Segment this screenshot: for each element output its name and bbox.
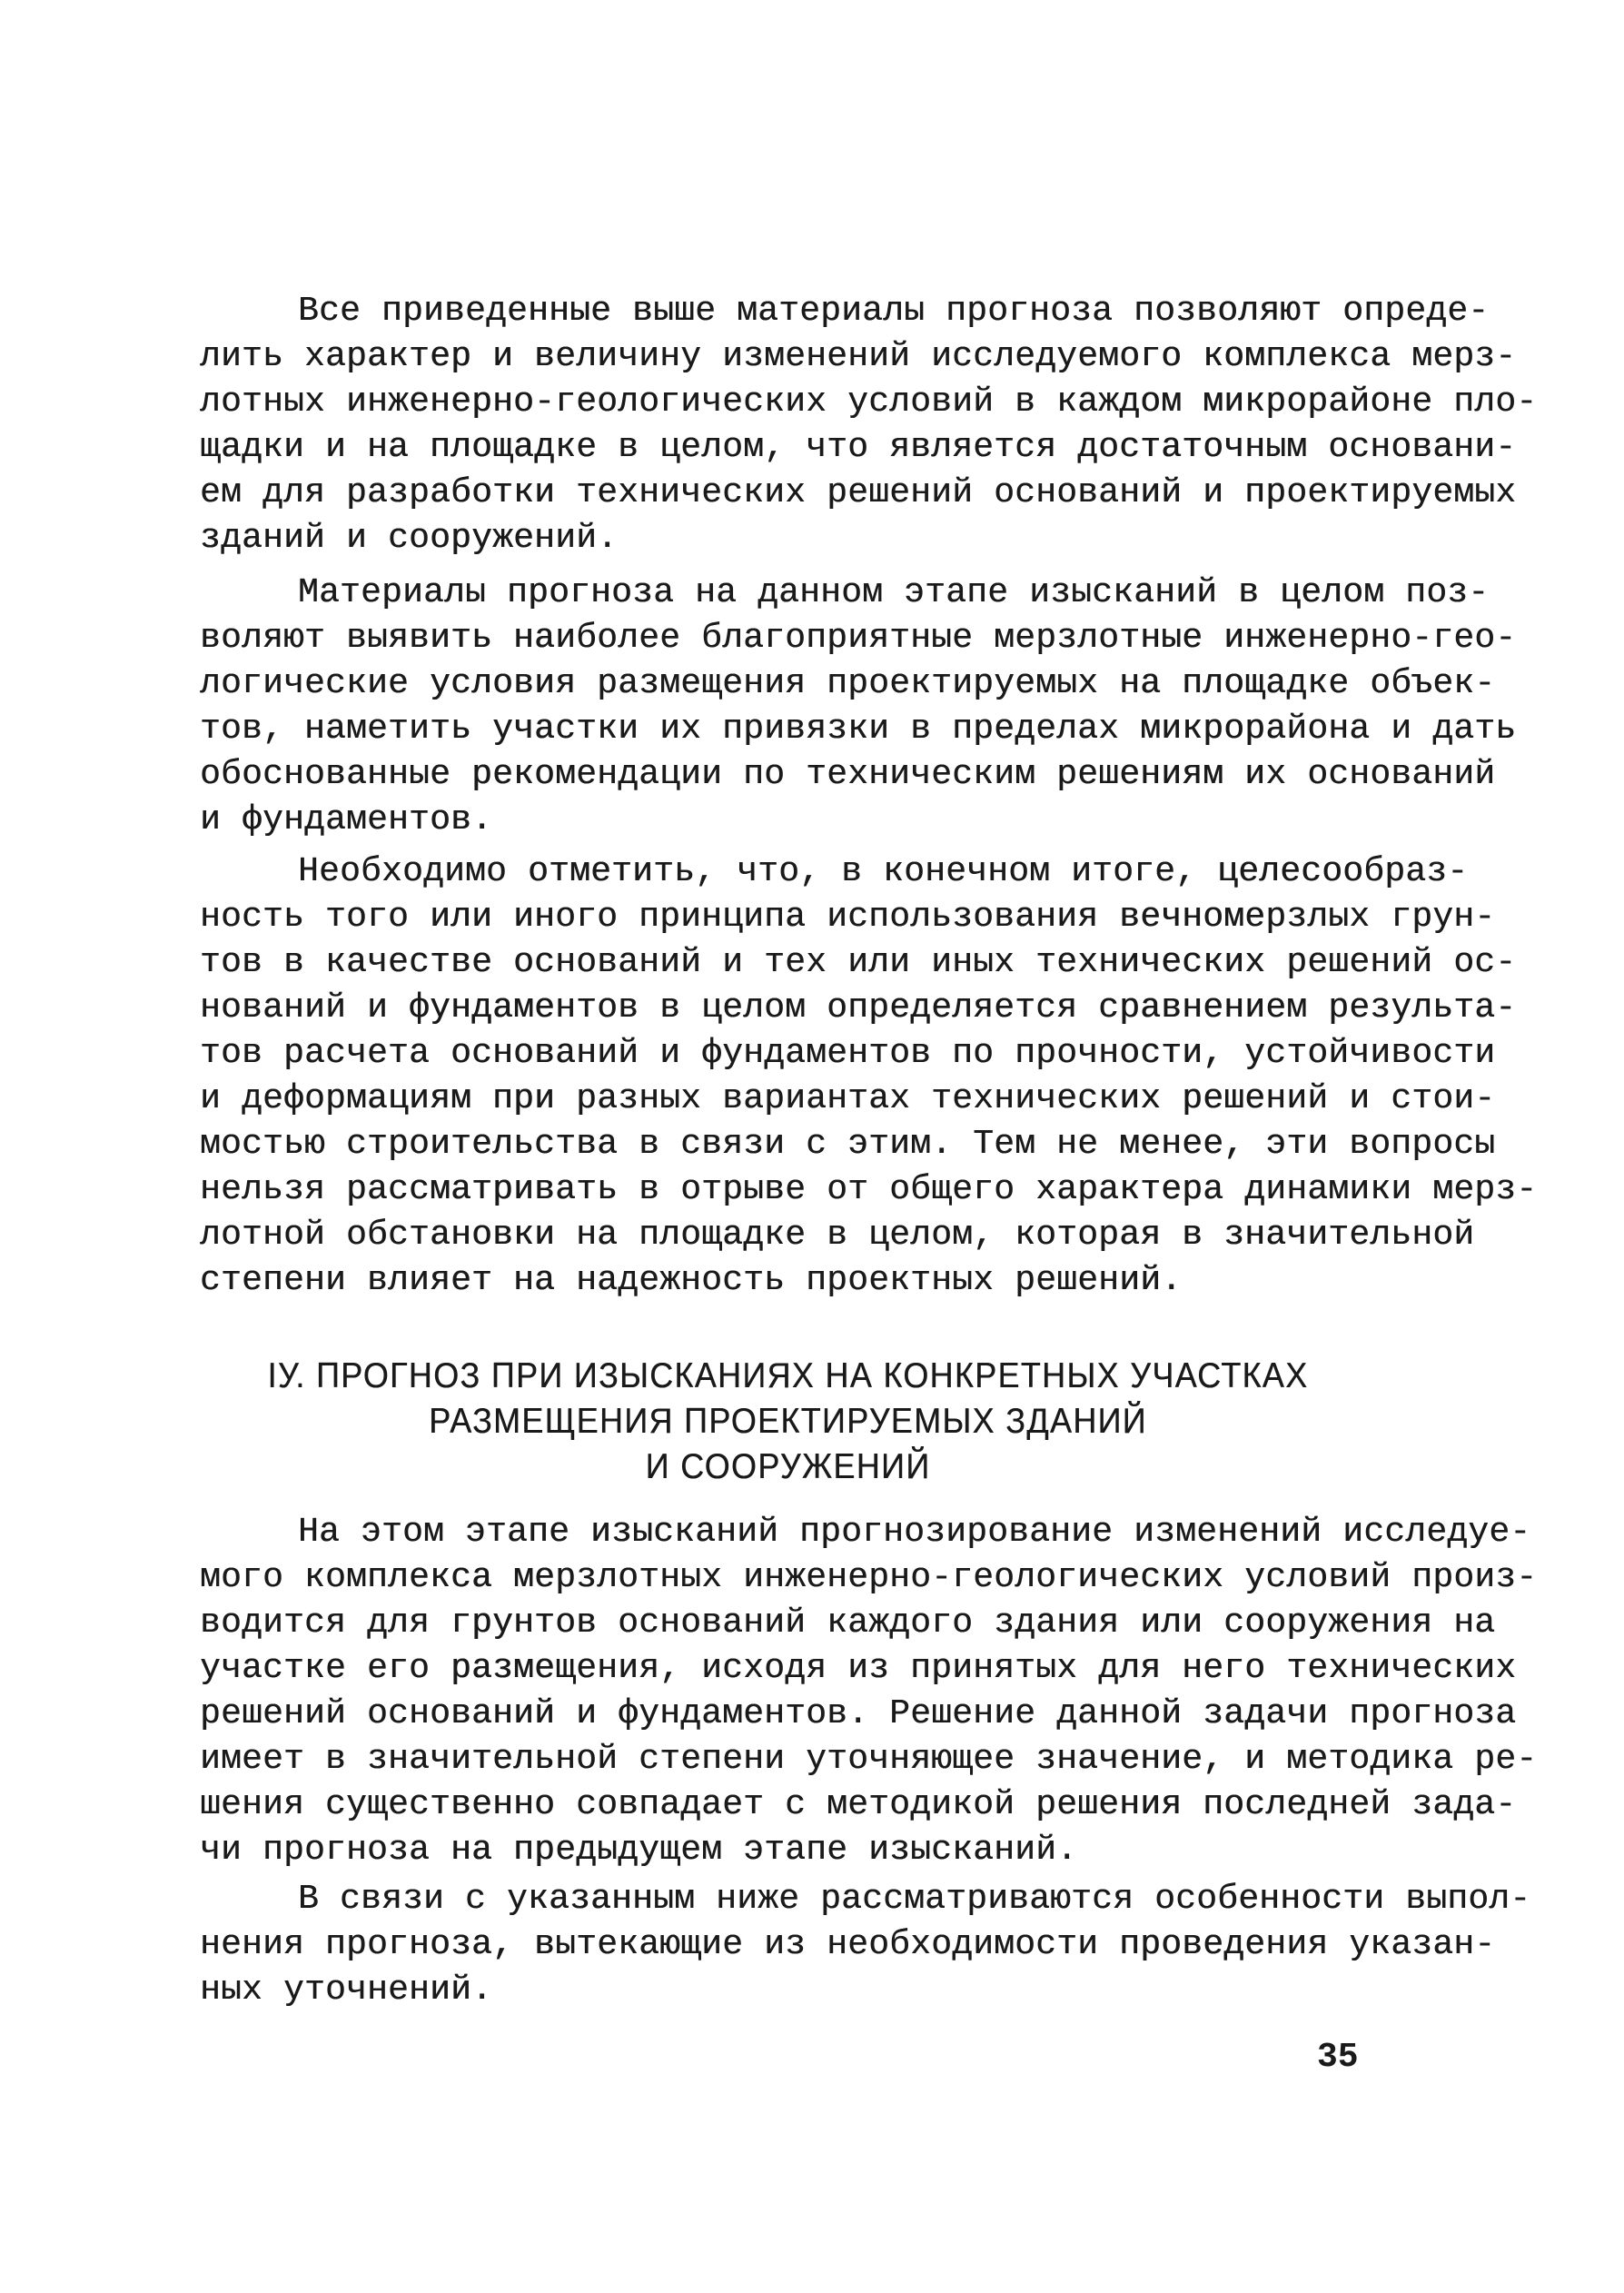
text-line: мостью строительства в связи с этим. Тем не менее, эти вопросы (200, 1125, 1496, 1164)
text-line: зданий и сооружений. (200, 519, 619, 558)
text-line: тов, наметить участки их привязки в пределах микрорайона и дать (200, 710, 1517, 749)
text-line: В связи с указанным ниже рассматриваются особенности выпол- (298, 1880, 1531, 1919)
paragraph-4 (200, 1510, 1538, 1873)
text-line: ных уточнений. (200, 1970, 493, 2010)
text-line: нения прогноза, вытекающие из необходимости проведения указан- (200, 1925, 1496, 1964)
text-line: обоснованные рекомендации по техническим решениям их оснований (200, 755, 1496, 794)
text-line: нований и фундаментов в целом определяется сравнением результа- (200, 988, 1517, 1027)
paragraph-3 (200, 849, 1538, 1304)
page-number: 35 (1317, 2038, 1359, 2077)
text-line: и фундаментов. (200, 800, 493, 839)
text-line: имеет в значительной степени уточняющее значение, и методика ре- (200, 1740, 1538, 1779)
text-line: участке его размещения, исходя из принятых для него технических (200, 1649, 1517, 1688)
text-line: лотной обстановки на площадке в целом, которая в значительной (200, 1216, 1475, 1255)
text-line: щадки и на площадке в целом, что является достаточным основани- (200, 428, 1517, 467)
text-line: На этом этапе изысканий прогнозирование изменений исследуе- (298, 1513, 1531, 1552)
section-heading (200, 1354, 1376, 1490)
text-line: мого комплекса мерзлотных инженерно-геологических условий произ- (200, 1558, 1538, 1597)
text-line: шения существенно совпадает с методикой решения последней зада- (200, 1785, 1517, 1824)
heading-line: ІУ. ПРОГНОЗ ПРИ ИЗЫСКАНИЯХ НА КОНКРЕТНЫХ УЧАСТКАХ (267, 1356, 1309, 1395)
text-line: Все приведенные выше материалы прогноза позволяют опреде- (298, 292, 1490, 331)
text-line: Необходимо отметить, что, в конечном итоге, целесообраз- (298, 852, 1469, 891)
text-line: лить характер и величину изменений исследуемого комплекса мерз- (200, 337, 1517, 376)
text-line: лотных инженерно-геологических условий в каждом микрорайоне пло- (200, 382, 1538, 422)
text-line: ность того или иного принципа использования вечномерзлых грун- (200, 898, 1496, 937)
text-line: степени влияет на надежность проектных решений. (200, 1261, 1183, 1300)
text-line: решений оснований и фундаментов. Решение данной задачи прогноза (200, 1694, 1517, 1733)
text-line: чи прогноза на предыдущем этапе изысканий. (200, 1831, 1078, 1870)
heading-line: И СООРУЖЕНИЙ (645, 1447, 931, 1486)
text-line: логические условия размещения проектируемых на площадке объек- (200, 664, 1496, 703)
text-line: воляют выявить наиболее благоприятные мерзлотные инженерно-гео- (200, 619, 1517, 658)
heading-line: РАЗМЕЩЕНИЯ ПРОЕКТИРУЕМЫХ ЗДАНИЙ (429, 1402, 1147, 1441)
text-line: водится для грунтов оснований каждого здания или сооружения на (200, 1603, 1496, 1643)
text-line: ем для разработки технических решений оснований и проектируемых (200, 473, 1517, 512)
paragraph-2 (200, 571, 1517, 843)
text-line: нельзя рассматривать в отрыве от общего характера динамики мерз- (200, 1170, 1538, 1209)
text-line: тов в качестве оснований и тех или иных технических решений ос- (200, 943, 1517, 982)
text-line: и деформациям при разных вариантах технических решений и стои- (200, 1079, 1496, 1118)
paragraph-1 (200, 289, 1538, 561)
paragraph-5 (200, 1877, 1531, 2013)
text-line: Материалы прогноза на данном этапе изысканий в целом поз- (298, 573, 1490, 612)
text-line: тов расчета оснований и фундаментов по прочности, устойчивости (200, 1034, 1496, 1073)
